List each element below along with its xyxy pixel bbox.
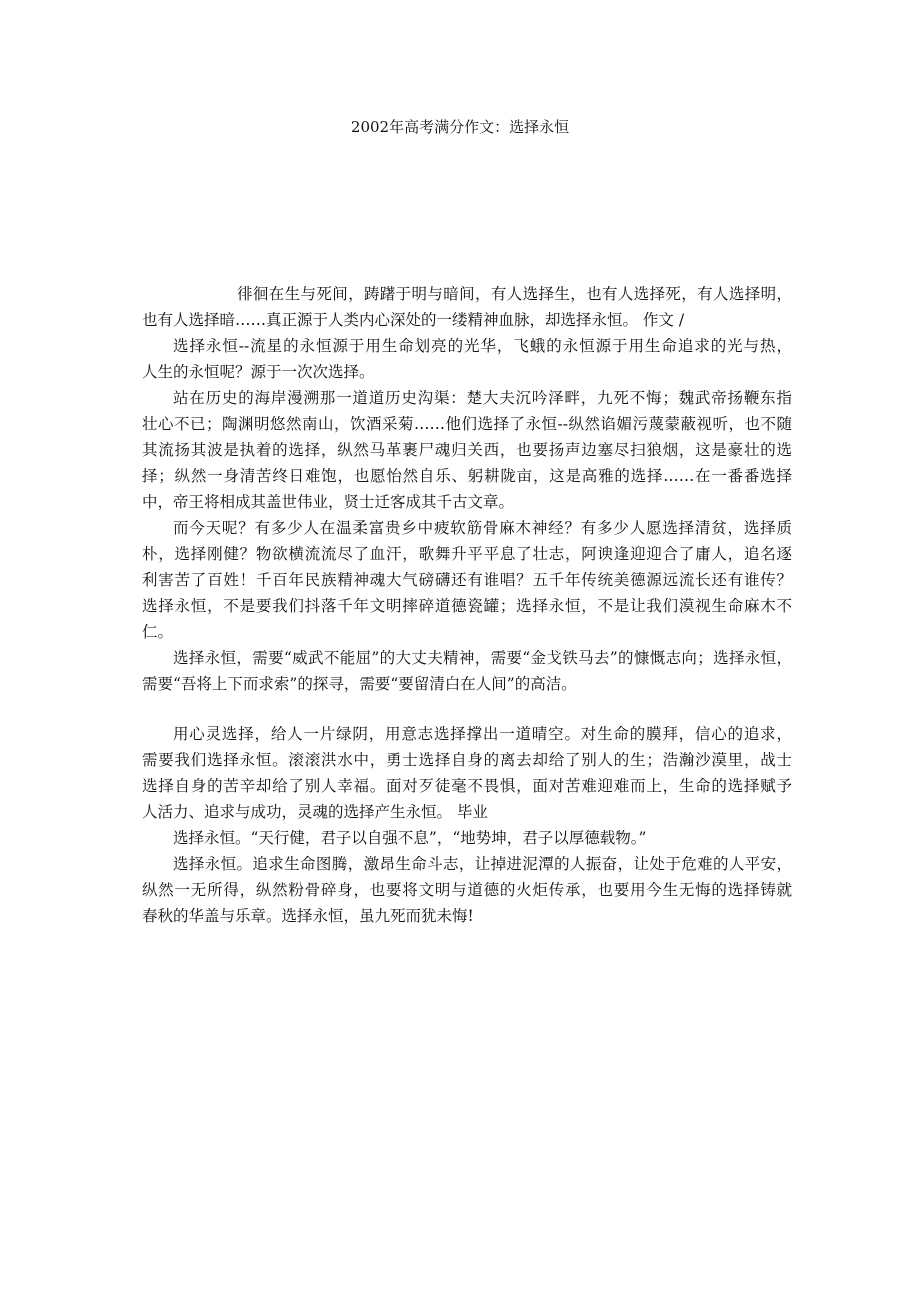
text-line: 选择永恒，不是要我们抖落千年文明摔碎道德瓷罐；选择永恒，不是让我们漠视生命麻木不: [142, 597, 792, 615]
text-line: 壮心不已；陶渊明悠然南山，饮酒采菊……他们选择了永恒--纵然谄媚污蔑蒙蔽视听，也不随: [142, 415, 792, 433]
text-line: 择；纵然一身清苦终日难饱，也愿怡然自乐、躬耕陇亩，这是高雅的选择……在一番番选择: [142, 467, 792, 485]
text-line: 选择永恒，需要“威武不能屈”的大丈夫精神，需要“金戈铁马去”的慷慨志向；选择永恒，: [173, 649, 792, 667]
text-line: 站在历史的海岸漫溯那一道道历史沟渠：楚大夫沉吟泽畔，九死不悔；魏武帝扬鞭东指: [173, 389, 792, 407]
paragraph: [142, 281, 792, 333]
document-title: 2002年高考满分作文：选择永恒: [350, 118, 570, 136]
text-line: 也有人选择暗……真正源于人类内心深处的一缕精神血脉，却选择永恒。 作文 /: [142, 311, 685, 329]
text-line: 而今天呢？有多少人在温柔富贵乡中疲软筋骨麻木神经？有多少人愿选择清贫，选择质: [173, 519, 792, 537]
paragraph: [142, 851, 792, 929]
text-line: 需要“吾将上下而求索”的探寻，需要“要留清白在人间”的高洁。: [142, 675, 577, 693]
paragraph-spacer: [142, 697, 792, 721]
text-line: 利害苦了百姓！千百年民族精神魂大气磅礴还有谁唱？五千年传统美德源远流长还有谁传？: [142, 571, 792, 589]
paragraph: [142, 385, 792, 515]
text-line: 徘徊在生与死间，踌躇于明与暗间，有人选择生，也有人选择死，有人选择明，: [237, 285, 792, 303]
text-line: 选择永恒。“天行健，君子以自强不息”，“地势坤，君子以厚德载物。”: [173, 829, 647, 847]
text-line: 选择永恒--流星的永恒源于用生命划亮的光华，飞蛾的永恒源于用生命追求的光与热，: [173, 337, 792, 355]
paragraph: [142, 515, 792, 645]
text-line: 春秋的华盖与乐章。选择永恒，虽九死而犹未悔!: [142, 907, 474, 925]
text-line: 其流扬其波是执着的选择，纵然马革裹尸魂归关西，也要扬声边塞尽扫狼烟，这是豪壮的选: [142, 441, 792, 459]
paragraph: [142, 645, 792, 697]
text-line: 用心灵选择，给人一片绿阴，用意志选择撑出一道晴空。对生命的膜拜，信心的追求，: [173, 725, 792, 743]
text-line: 朴，选择刚健？物欲横流流尽了血汗，歌舞升平平息了壮志，阿谀逢迎迎合了庸人，追名逐: [142, 545, 792, 563]
paragraph: [142, 825, 792, 851]
paragraph: [142, 333, 792, 385]
text-line: 纵然一无所得，纵然粉骨碎身，也要将文明与道德的火炬传承，也要用今生无悔的选择铸就: [142, 881, 792, 899]
text-line: 选择永恒。追求生命图腾，激昂生命斗志，让掉进泥潭的人振奋，让处于危难的人平安，: [173, 855, 792, 873]
text-line: 人生的永恒呢？源于一次次选择。: [142, 363, 375, 381]
text-line: 需要我们选择永恒。滚滚洪水中，勇士选择自身的离去却给了别人的生；浩瀚沙漠里，战士: [142, 751, 792, 769]
text-line: 选择自身的苦辛却给了别人幸福。面对歹徒毫不畏惧，面对苦难迎难而上，生命的选择赋予: [142, 777, 792, 795]
text-line: 中，帝王将相成其盖世伟业，贤士迁客成其千古文章。: [142, 493, 515, 511]
paragraph: [142, 721, 792, 825]
text-line: 仁。: [142, 623, 174, 641]
text-line: 人活力、追求与成功，灵魂的选择产生永恒。 毕业: [142, 803, 488, 821]
document-body: [142, 281, 792, 929]
